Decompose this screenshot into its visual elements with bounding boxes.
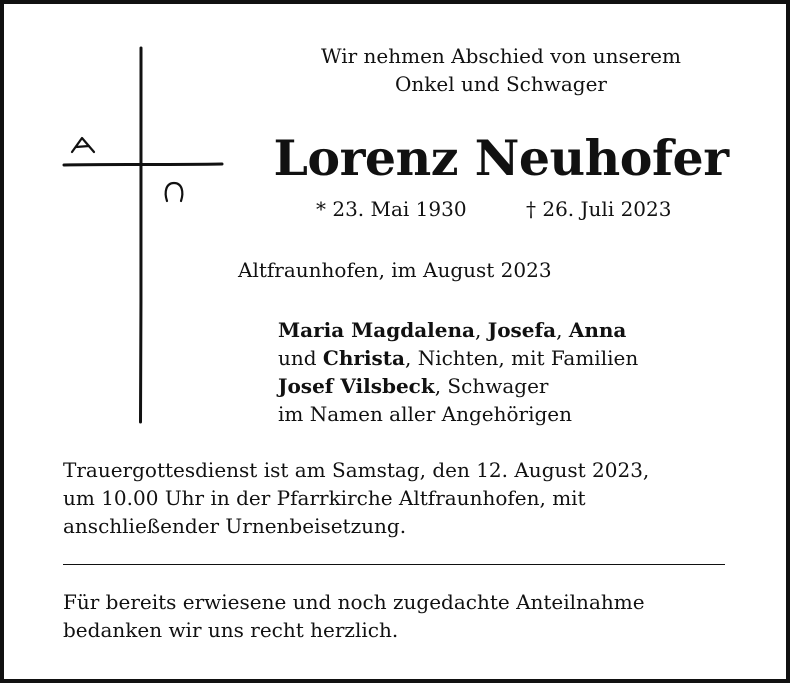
- omega-icon: [166, 183, 183, 201]
- separator: ,: [556, 318, 569, 342]
- thanks-text: [63, 588, 645, 644]
- birth-date: * 23. Mai 1930: [316, 197, 467, 221]
- death-date: † 26. Juli 2023: [526, 197, 672, 221]
- signer-prefix: und: [278, 346, 323, 370]
- signer-relation: , Schwager: [434, 374, 549, 398]
- signers-line-2: [278, 344, 638, 372]
- service-info: [63, 456, 649, 540]
- cross-vertical-beam: [141, 48, 142, 422]
- signers-line-1: [278, 316, 638, 344]
- intro-line-1: Wir nehmen Abschied von unserem: [321, 44, 681, 68]
- deceased-name: Lorenz Neuhofer: [273, 129, 729, 187]
- signer-name: Maria Magdalena: [278, 318, 476, 342]
- signer-name: Josef Vilsbeck: [278, 374, 435, 398]
- service-line-2: um 10.00 Uhr in der Pfarrkirche Altfraunhofen, mit: [63, 486, 586, 510]
- service-line-1: Trauergottesdienst ist am Samstag, den 12. August 2023,: [63, 458, 650, 482]
- service-line-3: anschließender Urnenbeisetzung.: [63, 514, 407, 538]
- signer-name: Christa: [322, 346, 405, 370]
- signer-name: Anna: [568, 318, 627, 342]
- signers-block: [278, 316, 638, 428]
- separator: ,: [475, 318, 488, 342]
- signers-line-3: [278, 372, 638, 400]
- cross-horizontal-beam: [64, 164, 222, 165]
- thanks-line-1: Für bereits erwiesene und noch zugedachte Anteilnahme: [63, 590, 645, 614]
- place-and-date: Altfraunhofen, im August 2023: [238, 258, 552, 282]
- divider: [63, 564, 725, 565]
- signer-relation: , Nichten, mit Familien: [404, 346, 639, 370]
- alpha-omega-cross-icon: [60, 45, 230, 425]
- signers-line-4: im Namen aller Angehörigen: [278, 402, 573, 426]
- intro-line-2: Onkel und Schwager: [395, 72, 607, 96]
- alpha-icon: [72, 138, 94, 152]
- intro-text: [270, 42, 732, 98]
- thanks-line-2: bedanken wir uns recht herzlich.: [63, 618, 399, 642]
- signer-name: Josefa: [487, 318, 557, 342]
